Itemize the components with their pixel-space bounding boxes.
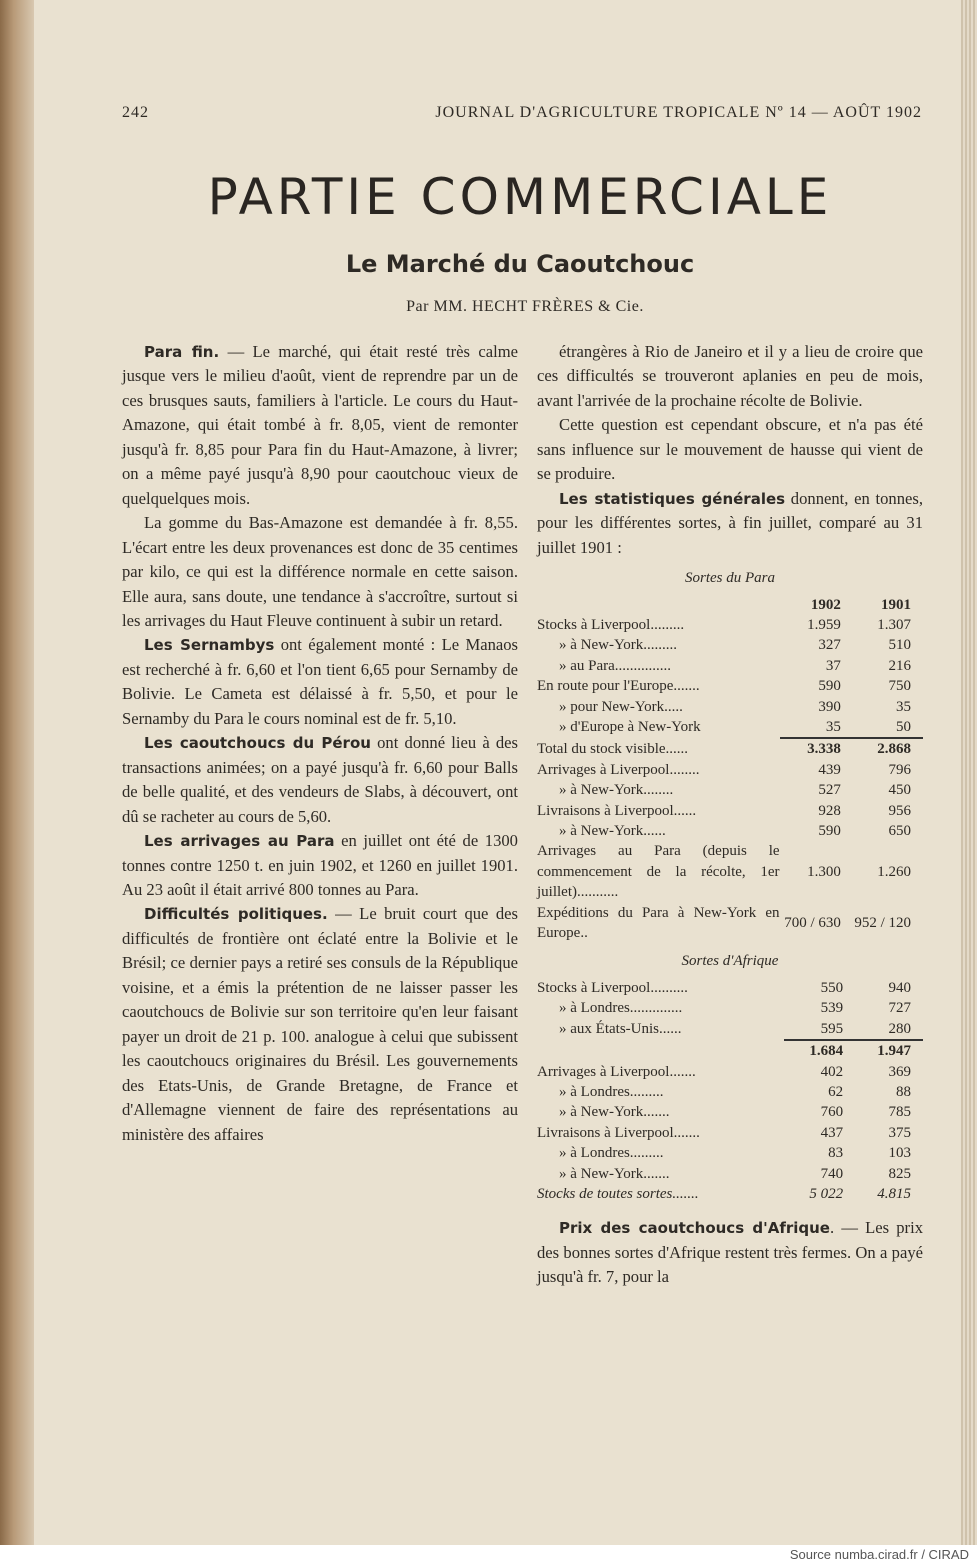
paragraph-lead: Prix des caoutchoucs d'Afrique (559, 1219, 830, 1238)
row-value: 650 (888, 823, 911, 839)
paragraph-lead: Les arrivages au Para (144, 832, 335, 851)
table-row (537, 635, 923, 655)
row-label: En route pour l'Europe....... (537, 678, 700, 695)
table-row (537, 998, 923, 1018)
row-value: 35 (825, 718, 841, 735)
paragraph (537, 1216, 923, 1289)
running-header (122, 104, 922, 122)
table-row (537, 821, 923, 841)
row-value: 1.300 (807, 863, 841, 880)
row-value: 3.338 (780, 738, 841, 759)
row-value: 37 (825, 657, 841, 674)
row-value: 1.307 (877, 616, 911, 633)
row-value: 450 (888, 782, 911, 799)
paragraph-lead: Les statistiques générales (559, 489, 786, 508)
section-label: Sortes d'Afrique (681, 953, 779, 970)
row-value: 50 (896, 718, 911, 735)
table-row (537, 1062, 923, 1082)
row-value: 539 (820, 1000, 844, 1017)
row-label: » à Londres......... (559, 1083, 664, 1100)
row-label: » d'Europe à New-York (559, 719, 701, 736)
paragraph-text: donnent, en tonnes, pour les différentes sortes, à fin juillet, comparé au 31 juillet 1901 : (537, 488, 923, 557)
right-column (537, 340, 923, 1290)
table-row (537, 1184, 923, 1204)
row-value: 369 (888, 1063, 911, 1080)
section-title: PARTIE COMMERCIALE (207, 168, 833, 226)
table-row (537, 801, 923, 821)
paragraph (122, 902, 518, 1147)
row-value: 952 / 120 (854, 914, 911, 931)
table-row (537, 1143, 923, 1163)
row-value: 437 (820, 1124, 844, 1141)
row-value: 760 (820, 1104, 844, 1121)
row-label: » au Para............... (559, 657, 672, 674)
paragraph (537, 413, 923, 486)
paragraph-text: Cette question est cependant obscure, et n'a pas été sans influence sur le mouvement de hausse qui vient de se produire. (537, 415, 923, 484)
row-value: 88 (896, 1083, 911, 1100)
row-label: » pour New-York..... (559, 698, 683, 715)
section-label: Sortes du Para (685, 570, 775, 587)
page-number: 242 (122, 104, 149, 121)
paragraph-text: . — Les prix des bonnes sortes d'Afrique restent très fermes. On a payé jusqu'à fr. 7, pour la (537, 1218, 923, 1287)
row-label: Arrivages à Liverpool....... (537, 1063, 696, 1080)
row-label: » à Londres.............. (559, 1000, 683, 1017)
paragraph-text: La gomme du Bas-Amazone est demandée à fr. 8,55. L'écart entre les deux provenances est donc de 35 centimes par kilo, ce qui est la différence normale en cette saison. Elle aura, sans doute, une tendance à s'accroître, surtout si les arrivages du Haut Fleuve continuent à subir un retard. (122, 513, 518, 630)
row-value: 590 (818, 823, 841, 839)
paragraph (122, 511, 518, 633)
row-label: Stocks à Liverpool......... (537, 616, 685, 633)
table-row (537, 1040, 923, 1061)
row-value: 4.815 (877, 1185, 911, 1202)
row-label: Stocks de toutes sortes....... (537, 1185, 699, 1202)
paragraph-text: en juillet ont été de 1300 tonnes contre 1250 t. en juin 1902, et 1260 en juillet 1901. Au 23 août il était arrivé 800 tonnes au Para. (122, 831, 518, 899)
row-value: 390 (818, 698, 841, 715)
paragraph-lead: Difficultés politiques. (144, 905, 328, 924)
row-value: 1.260 (877, 863, 911, 880)
row-label (537, 1040, 784, 1061)
table-row (537, 903, 923, 944)
row-label: Arrivages au Para (depuis le commencement de la récolte, 1er juillet)........... (537, 843, 780, 901)
table-row (537, 760, 923, 780)
table-row (537, 697, 923, 717)
table-row (537, 1164, 923, 1184)
row-label: » à New-York....... (559, 1165, 670, 1182)
row-value: 796 (888, 761, 911, 778)
paragraph (122, 829, 518, 902)
row-value: 740 (820, 1165, 844, 1182)
row-value: 62 (828, 1083, 844, 1100)
row-value: 1.947 (843, 1040, 923, 1061)
row-label: Arrivages à Liverpool........ (537, 761, 700, 778)
row-label: » à New-York......... (559, 637, 678, 654)
paragraph (122, 633, 518, 731)
paragraph (537, 487, 923, 560)
page-stack-edge (961, 0, 977, 1545)
row-value: 2.868 (841, 738, 923, 759)
paragraph-text: — Le marché, qui était resté très calme jusque vers le milieu d'août, vient de reprendre par un de ces brusques sauts, familiers à l'article. Le cours du Haut-Amazone, qui était tombé à fr. 8,05, vient de remonter jusqu'à fr. 8,85 pour Para fin du Haut-Amazone, à livrer; on a même payé jusqu'à 8,90 pour caoutchouc vieux de quelquelques mois. (122, 342, 518, 508)
table-row (537, 978, 923, 998)
table-row (537, 780, 923, 800)
table-row (537, 717, 923, 738)
row-value: 83 (828, 1145, 844, 1162)
row-value: 327 (818, 637, 841, 654)
row-value: 1.959 (807, 616, 841, 633)
table-row (537, 1123, 923, 1143)
row-label: Total du stock visible...... (537, 740, 689, 757)
row-value: 590 (818, 678, 841, 695)
row-value: 5 022 (809, 1185, 844, 1202)
paragraph (122, 731, 518, 829)
left-column (122, 340, 518, 1147)
row-value: 280 (888, 1020, 911, 1037)
row-label: Livraisons à Liverpool...... (537, 802, 697, 819)
table-row (537, 738, 923, 759)
row-label: Stocks à Liverpool.......... (537, 979, 688, 996)
row-value: 940 (888, 979, 911, 996)
year-header: 1901 (881, 596, 911, 613)
row-value: 928 (818, 802, 841, 819)
table-row (537, 656, 923, 676)
row-label: » à New-York........ (559, 782, 674, 799)
table-row (537, 1082, 923, 1102)
row-label: Expéditions du Para à New-York en Europe.. (537, 904, 780, 942)
paragraph-lead: Para fin. (144, 343, 220, 361)
row-value: 35 (896, 698, 911, 715)
row-label: » à Londres......... (559, 1145, 664, 1162)
row-value: 956 (888, 802, 911, 819)
paragraph-text: ont donné lieu à des transactions animées; on a payé jusqu'à fr. 6,60 pour Balls de belle qualité, et des vendeurs de Slabs, à découvert, ont dû se racheter au cours de 5,60. (122, 733, 518, 826)
row-value: 700 / 630 (784, 914, 841, 931)
table-row (537, 1019, 923, 1040)
row-value: 550 (820, 979, 844, 996)
row-value: 1.684 (784, 1040, 843, 1061)
row-value: 103 (888, 1145, 911, 1162)
row-value: 402 (820, 1063, 844, 1080)
afrique-stats-table (537, 978, 923, 1204)
table-row (537, 841, 923, 902)
paragraph-lead: Les Sernambys (144, 636, 275, 655)
row-value: 785 (888, 1104, 911, 1121)
paragraph-text: — Le bruit court que des difficultés de frontière ont éclaté entre la Bolivie et le Brésil; ce dernier pays a retiré ses consuls de la République voisine, et a émis la prétention de ne laisser passer les caoutchoucs de Bolivie sur son territoire qu'en leur faisant payer un droit de 21 p. 100. analogue à celui que subissent les caoutchoucs originaires du Brésil. Les gouvernements des Etats-Unis, de Grande Bretagne, de France et d'Allemagne viennent de faire des représentations au ministère des affaires (122, 904, 518, 1144)
row-value: 375 (888, 1124, 911, 1141)
source-credit: Source numba.cirad.fr / CIRAD (789, 1547, 969, 1562)
row-label: » à New-York...... (559, 823, 666, 839)
paragraph (122, 340, 518, 511)
row-label: » à New-York....... (559, 1104, 670, 1121)
book-spine-edge (0, 0, 34, 1545)
table-row (537, 615, 923, 635)
paragraph-text: étrangères à Rio de Janeiro et il y a lieu de croire que ces difficultés se trouveront aplanies en peu de mois, avant l'arrivée de la prochaine récolte de Bolivie. (537, 342, 923, 410)
row-value: 825 (888, 1165, 911, 1182)
paragraph-text: ont également monté : Le Manaos est recherché à fr. 6,60 et l'on tient 6,65 pour Sernamby de Bolivie. Le Cameta est délaissé à fr. 5,50, et pour le Sernamby du Para le cours nominal est de fr. 5,10. (122, 635, 518, 728)
byline: Par MM. HECHT FRÈRES & Cie. (406, 298, 644, 315)
row-value: 595 (820, 1020, 844, 1037)
row-value: 727 (888, 1000, 911, 1017)
paragraph (537, 340, 923, 413)
row-value: 510 (888, 637, 911, 654)
row-value: 527 (818, 782, 841, 799)
row-value: 439 (818, 761, 841, 778)
paragraph-lead: Les caoutchoucs du Pérou (144, 734, 371, 753)
row-label: Livraisons à Liverpool....... (537, 1124, 700, 1141)
table-row (537, 676, 923, 696)
row-value: 216 (888, 657, 911, 674)
table-row (537, 1102, 923, 1122)
row-value: 750 (888, 678, 911, 695)
year-header: 1902 (810, 596, 841, 613)
row-label: » aux États-Unis...... (559, 1021, 682, 1038)
para-stats-table (537, 595, 923, 944)
article-title: Le Marché du Caoutchouc (345, 250, 695, 278)
journal-title: JOURNAL D'AGRICULTURE TROPICALE Nº 14 — AOÛT 1902 (435, 104, 922, 121)
